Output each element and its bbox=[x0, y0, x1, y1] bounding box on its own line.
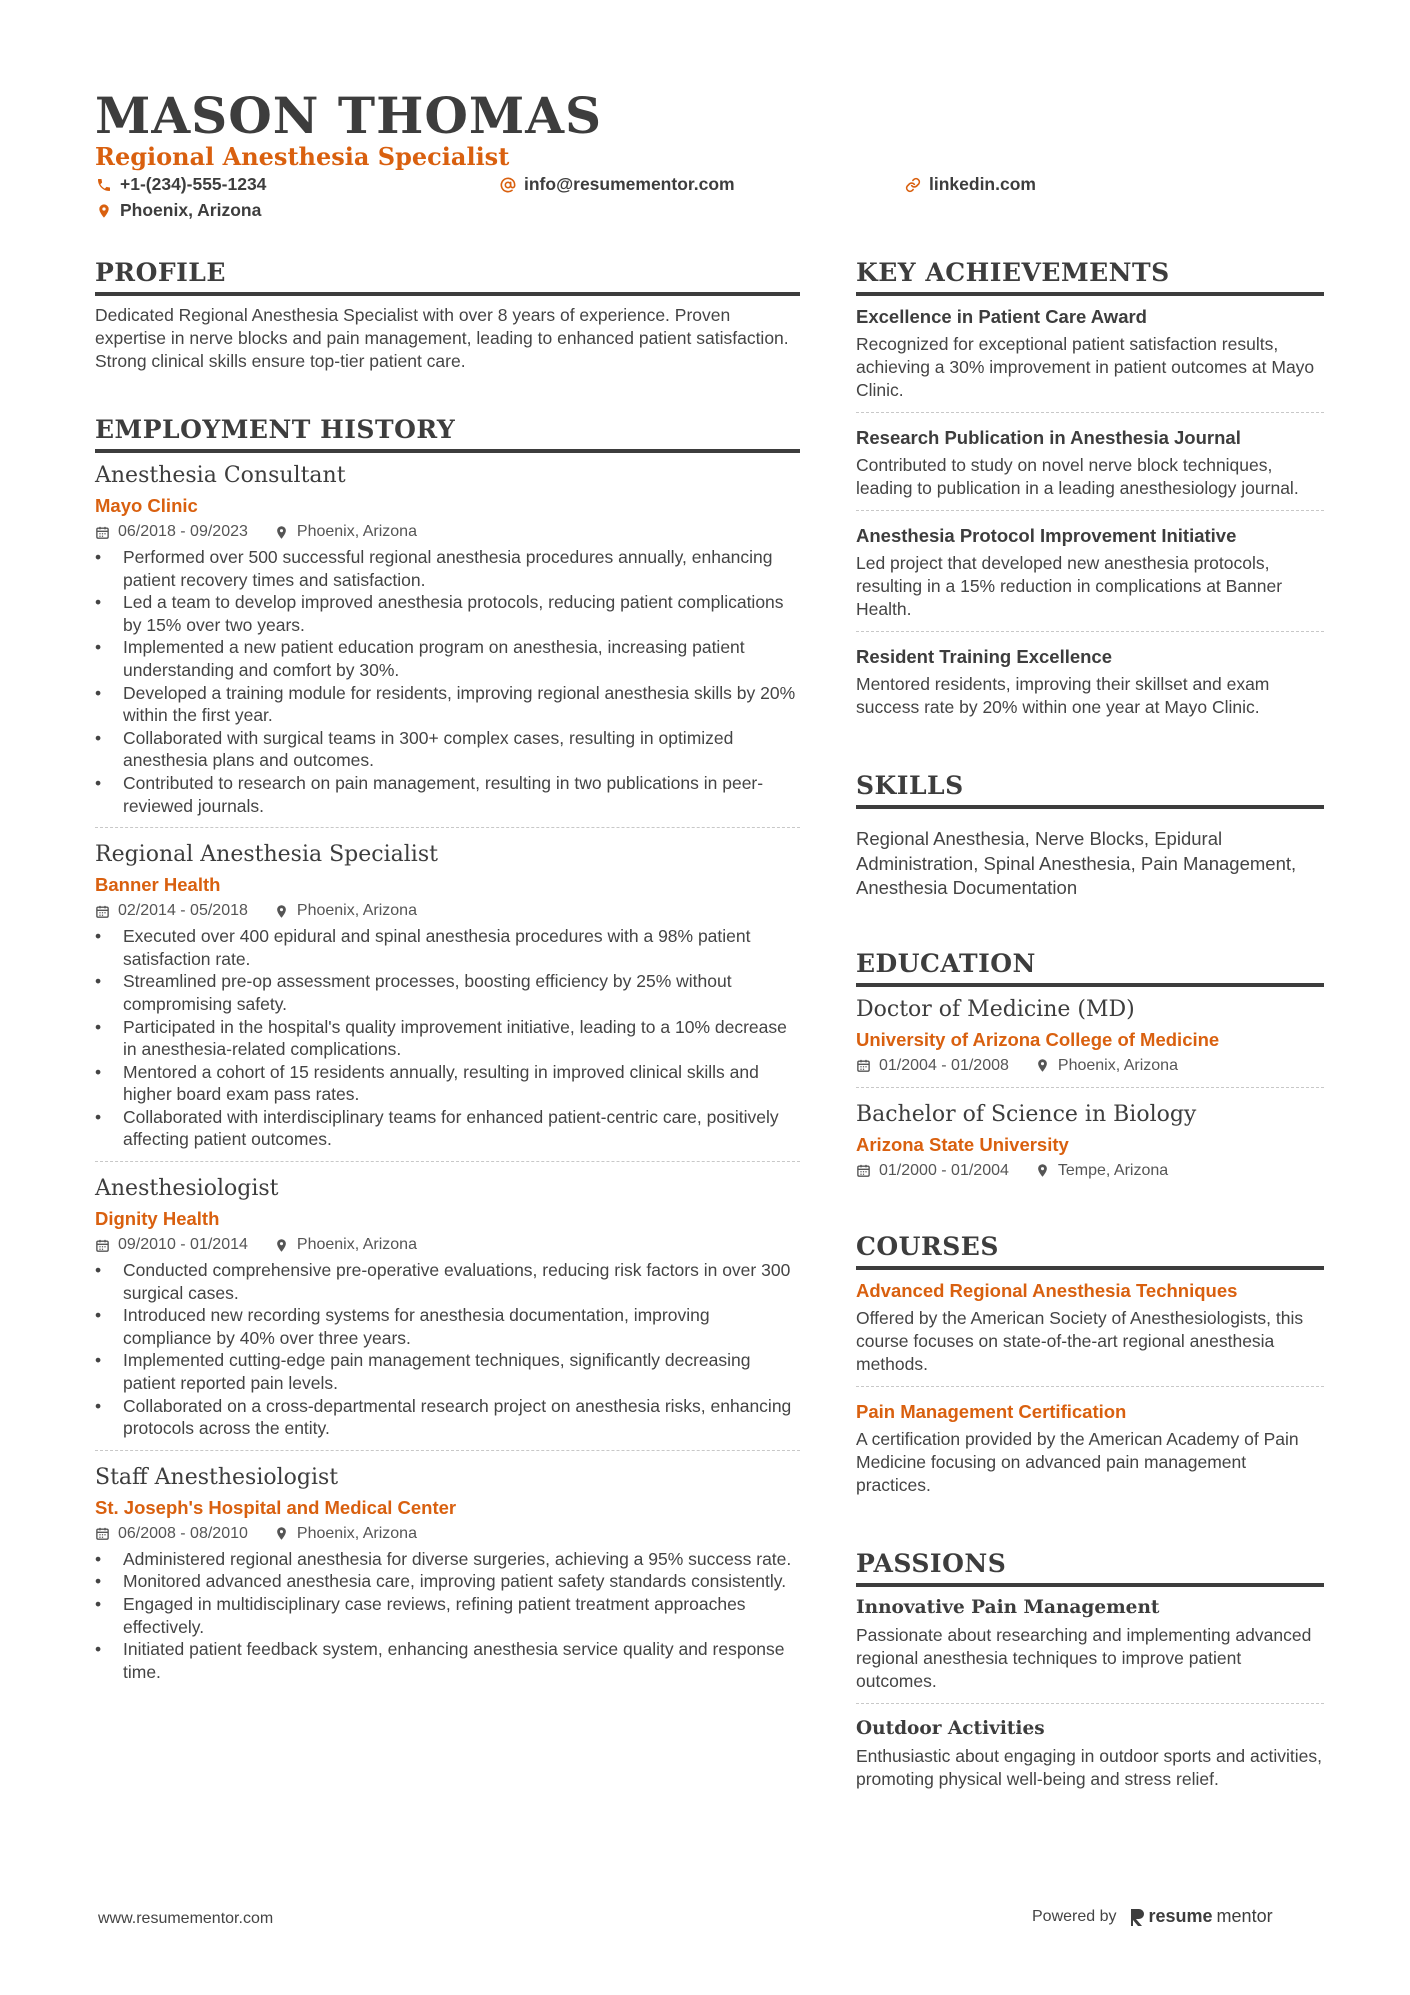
map-pin-icon bbox=[274, 525, 289, 540]
education-location-text: Phoenix, Arizona bbox=[1057, 1056, 1178, 1074]
bullet-item: • Executed over 400 epidural and spinal anesthesia procedures with a 98% patient satisfaction rate. bbox=[95, 925, 800, 970]
calendar-icon bbox=[95, 1526, 110, 1541]
passion-text: Passionate about researching and implementing advanced regional anesthesia techniques to improve patient outcomes. bbox=[856, 1624, 1312, 1691]
candidate-name: MASON THOMAS bbox=[95, 86, 603, 145]
job-entry bbox=[95, 1174, 800, 1451]
job-meta bbox=[95, 1234, 800, 1256]
calendar-icon bbox=[856, 1163, 871, 1178]
job-bullets bbox=[95, 925, 800, 1151]
bullet-item: • Developed a training module for residents, improving regional anesthesia skills by 20% within the first year. bbox=[95, 682, 800, 727]
brand-name-light: mentor bbox=[1216, 1906, 1273, 1926]
course-text: Offered by the American Society of Anesthesiologists, this course focuses on state-of-the-art regional anesthesia methods. bbox=[856, 1307, 1304, 1374]
resumementor-logo-icon bbox=[1129, 1907, 1145, 1927]
education-school: University of Arizona College of Medicine bbox=[856, 1028, 1220, 1050]
section-title-education: EDUCATION bbox=[856, 949, 1324, 987]
job-dates bbox=[95, 1523, 248, 1545]
achievement-title: Research Publication in Anesthesia Journal bbox=[856, 427, 1241, 448]
course-item bbox=[856, 1399, 1324, 1507]
bullet-item: • Implemented cutting-edge pain management techniques, significantly decreasing patient reported pain levels. bbox=[95, 1349, 800, 1394]
candidate-headline: Regional Anesthesia Specialist bbox=[95, 142, 510, 171]
job-location-text: Phoenix, Arizona bbox=[296, 1236, 417, 1254]
section-title-courses: COURSES bbox=[856, 1232, 1324, 1270]
job-meta bbox=[95, 1523, 800, 1545]
job-entry bbox=[95, 461, 800, 828]
bullet-item: • Participated in the hospital's quality improvement initiative, leading to a 10% decrease in anesthesia-related complications. bbox=[95, 1016, 800, 1061]
bullet-item: • Collaborated with surgical teams in 300+ complex cases, resulting in optimized anesthesia plans and outcomes. bbox=[95, 727, 800, 772]
job-bullets bbox=[95, 1259, 800, 1440]
bullet-item: • Introduced new recording systems for anesthesia documentation, improving compliance by 40% over three years. bbox=[95, 1304, 800, 1349]
right-column bbox=[856, 258, 1324, 1801]
job-location bbox=[274, 1234, 417, 1256]
course-title: Advanced Regional Anesthesia Techniques bbox=[856, 1279, 1238, 1301]
map-pin-icon bbox=[274, 1526, 289, 1541]
job-dates-text: 06/2018 - 09/2023 bbox=[118, 523, 248, 540]
job-dates-text: 06/2008 - 08/2010 bbox=[118, 1524, 248, 1542]
section-title-achievements: KEY ACHIEVEMENTS bbox=[856, 258, 1324, 296]
job-title: Staff Anesthesiologist bbox=[95, 1464, 339, 1490]
job-dates bbox=[95, 900, 248, 922]
education-location bbox=[1035, 1055, 1178, 1077]
map-pin-icon bbox=[1035, 1058, 1050, 1073]
education-school: Arizona State University bbox=[856, 1133, 1069, 1155]
achievement-list bbox=[856, 304, 1324, 729]
bullet-item: • Conducted comprehensive pre-operative evaluations, reducing risk factors in over 300 surgical cases. bbox=[95, 1259, 800, 1304]
achievement-item bbox=[856, 304, 1324, 413]
bullet-item: • Collaborated on a cross-departmental research project on anesthesia risks, enhancing protocols across the entity. bbox=[95, 1395, 800, 1440]
email-text: info@resumementor.com bbox=[524, 174, 735, 194]
education-degree: Bachelor of Science in Biology bbox=[856, 1101, 1197, 1127]
education-dates bbox=[856, 1055, 1009, 1077]
job-company: Mayo Clinic bbox=[95, 495, 198, 516]
achievement-text: Mentored residents, improving their skillset and exam success rate by 20% within one year at Mayo Clinic. bbox=[856, 674, 1270, 717]
bullet-item: • Led a team to develop improved anesthesia protocols, reducing patient complications by 15% over two years. bbox=[95, 591, 800, 636]
education-item bbox=[856, 995, 1324, 1088]
job-dates-text: 02/2014 - 05/2018 bbox=[118, 902, 248, 920]
phone-icon bbox=[96, 177, 112, 193]
job-entry bbox=[95, 840, 800, 1162]
skills-text: Regional Anesthesia, Nerve Blocks, Epidural Administration, Spinal Anesthesia, Pain Management, Anesthesia Documentation bbox=[856, 828, 1297, 898]
education-location-text: Tempe, Arizona bbox=[1057, 1161, 1169, 1179]
footer-brand bbox=[1032, 1906, 1273, 1927]
education-degree: Doctor of Medicine (MD) bbox=[856, 996, 1135, 1022]
education-dates bbox=[856, 1160, 1009, 1182]
course-text: A certification provided by the American Academy of Pain Medicine focusing on advanced pain management practices. bbox=[856, 1428, 1299, 1495]
contact-phone bbox=[96, 174, 266, 195]
job-company: Banner Health bbox=[95, 874, 221, 896]
achievement-item bbox=[856, 425, 1324, 511]
job-dates bbox=[95, 521, 248, 543]
passion-item bbox=[856, 1595, 1324, 1704]
education-location bbox=[1035, 1160, 1168, 1182]
map-pin-icon bbox=[1035, 1163, 1050, 1178]
profile-text: Dedicated Regional Anesthesia Specialist with over 8 years of experience. Proven expertise in nerve blocks and pain management, leading to enhanced patient satisfaction. Strong clinical skills ensure top-tier patient care. bbox=[95, 305, 789, 371]
job-company: Dignity Health bbox=[95, 1208, 220, 1230]
education-meta bbox=[856, 1055, 1324, 1077]
map-pin-icon bbox=[96, 203, 112, 219]
job-bullets bbox=[95, 546, 800, 817]
calendar-icon bbox=[95, 1238, 110, 1253]
bullet-item: • Performed over 500 successful regional anesthesia procedures annually, enhancing patient recovery times and satisfaction. bbox=[95, 546, 800, 591]
calendar-icon bbox=[95, 525, 110, 540]
achievement-title: Anesthesia Protocol Improvement Initiative bbox=[856, 525, 1237, 546]
map-pin-icon bbox=[274, 1238, 289, 1253]
job-location bbox=[274, 900, 417, 922]
job-list bbox=[95, 461, 800, 1693]
bullet-item: • Monitored advanced anesthesia care, improving patient safety standards consistently. bbox=[95, 1570, 800, 1593]
job-bullets bbox=[95, 1548, 800, 1684]
brand-logo[interactable] bbox=[1129, 1906, 1273, 1927]
education-dates-text: 01/2004 - 01/2008 bbox=[879, 1056, 1009, 1074]
phone-text: +1-(234)-555-1234 bbox=[120, 174, 267, 194]
bullet-item: • Streamlined pre-op assessment processes, boosting efficiency by 25% without compromising safety. bbox=[95, 970, 800, 1015]
passion-item bbox=[856, 1716, 1324, 1801]
section-title-employment: EMPLOYMENT HISTORY bbox=[95, 415, 800, 453]
course-title: Pain Management Certification bbox=[856, 1400, 1127, 1422]
location-text: Phoenix, Arizona bbox=[120, 200, 262, 220]
footer-website[interactable]: www.resumementor.com bbox=[98, 1910, 274, 1927]
passion-title: Outdoor Activities bbox=[856, 1717, 1045, 1739]
bullet-item: • Engaged in multidisciplinary case reviews, refining patient treatment approaches effectively. bbox=[95, 1593, 800, 1638]
job-meta bbox=[95, 900, 800, 922]
contact-link[interactable] bbox=[905, 174, 1036, 195]
link-icon bbox=[905, 177, 921, 193]
contact-email[interactable] bbox=[500, 174, 735, 195]
course-item bbox=[856, 1278, 1324, 1387]
achievement-item bbox=[856, 523, 1324, 632]
at-sign-icon bbox=[500, 177, 516, 193]
bullet-item: • Contributed to research on pain management, resulting in two publications in peer-reviewed journals. bbox=[95, 772, 800, 817]
passion-list bbox=[856, 1595, 1324, 1801]
education-meta bbox=[856, 1160, 1324, 1182]
job-location-text: Phoenix, Arizona bbox=[296, 1524, 417, 1542]
course-list bbox=[856, 1278, 1324, 1507]
map-pin-icon bbox=[274, 904, 289, 919]
education-list bbox=[856, 995, 1324, 1192]
left-column bbox=[95, 258, 800, 1705]
education-dates-text: 01/2000 - 01/2004 bbox=[879, 1161, 1009, 1179]
job-location-text: Phoenix, Arizona bbox=[296, 902, 417, 920]
bullet-item: • Collaborated with interdisciplinary teams for enhanced patient-centric care, positively affecting patient outcomes. bbox=[95, 1106, 800, 1151]
passion-title: Innovative Pain Management bbox=[856, 1596, 1160, 1618]
job-meta bbox=[95, 521, 800, 543]
achievement-title: Resident Training Excellence bbox=[856, 646, 1113, 667]
achievement-text: Led project that developed new anesthesia protocols, resulting in a 15% reduction in complications at Banner Health. bbox=[856, 553, 1283, 619]
link-text: linkedin.com bbox=[929, 174, 1036, 194]
section-title-profile: PROFILE bbox=[95, 258, 800, 296]
job-company: St. Joseph's Hospital and Medical Center bbox=[95, 1496, 457, 1518]
job-dates bbox=[95, 1234, 248, 1256]
achievement-item bbox=[856, 644, 1324, 729]
achievement-title: Excellence in Patient Care Award bbox=[856, 306, 1147, 327]
contact-location bbox=[96, 200, 261, 221]
achievement-text: Contributed to study on novel nerve block techniques, leading to publication in a leading anesthesiology journal. bbox=[856, 455, 1299, 498]
job-dates-text: 09/2010 - 01/2014 bbox=[118, 1236, 248, 1254]
calendar-icon bbox=[95, 904, 110, 919]
job-location bbox=[274, 1523, 417, 1545]
job-title: Anesthesia Consultant bbox=[95, 463, 346, 488]
job-title: Anesthesiologist bbox=[95, 1176, 279, 1202]
bullet-item: • Administered regional anesthesia for diverse surgeries, achieving a 95% success rate. bbox=[95, 1548, 800, 1571]
bullet-item: • Initiated patient feedback system, enhancing anesthesia service quality and response time. bbox=[95, 1638, 800, 1683]
bullet-item: • Mentored a cohort of 15 residents annually, resulting in improved clinical skills and higher board exam pass rates. bbox=[95, 1061, 800, 1106]
job-location-text: Phoenix, Arizona bbox=[296, 523, 417, 540]
section-title-passions: PASSIONS bbox=[856, 1549, 1324, 1587]
calendar-icon bbox=[856, 1058, 871, 1073]
job-location bbox=[274, 521, 417, 543]
powered-by-label: Powered by bbox=[1032, 1907, 1117, 1925]
passion-text: Enthusiastic about engaging in outdoor sports and activities, promoting physical well-being and stress relief. bbox=[856, 1745, 1322, 1789]
job-entry bbox=[95, 1463, 800, 1694]
job-title: Regional Anesthesia Specialist bbox=[95, 842, 438, 868]
section-title-skills: SKILLS bbox=[856, 771, 1324, 809]
education-item bbox=[856, 1100, 1324, 1192]
brand-name-bold: resume bbox=[1148, 1906, 1213, 1926]
bullet-item: • Implemented a new patient education program on anesthesia, increasing patient understanding and comfort by 30%. bbox=[95, 636, 800, 681]
achievement-text: Recognized for exceptional patient satisfaction results, achieving a 30% improvement in patient outcomes at Mayo Clinic. bbox=[856, 334, 1315, 400]
